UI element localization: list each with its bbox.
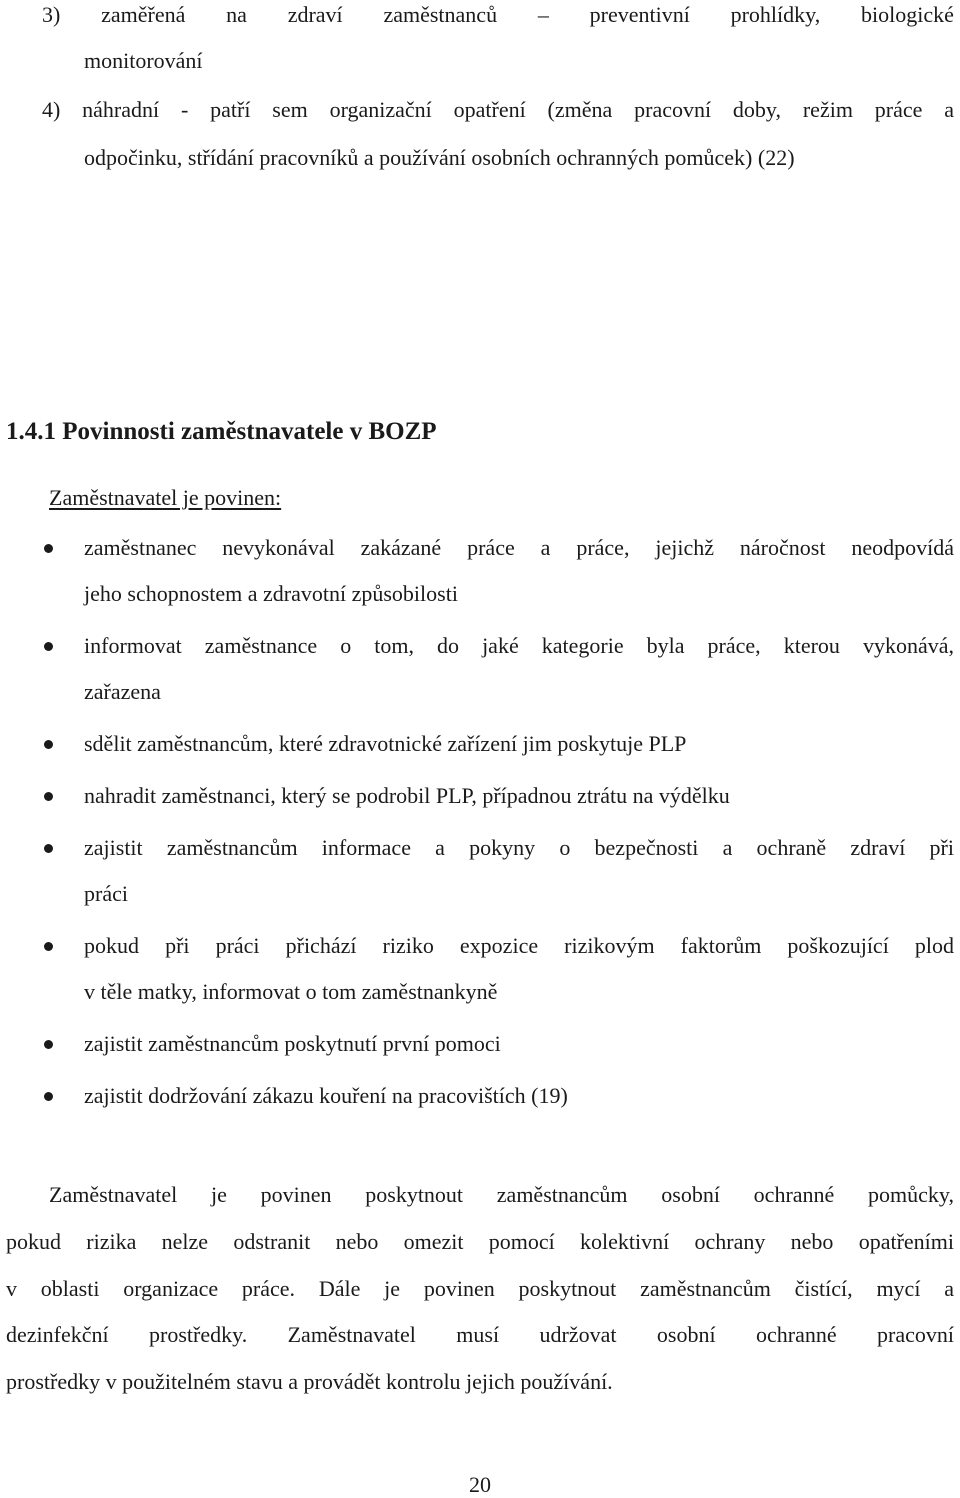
paragraph-line-5: prostředky v použitelném stavu a provádět kontrolu jejich používání. [6,1369,613,1394]
bullet-icon [44,844,53,853]
section-heading: 1.4.1 Povinnosti zaměstnavatele v BOZP [6,418,437,445]
paragraph-line-1: Zaměstnavatel je povinen poskytnout zaměstnancům osobní ochranné pomůcky, [49,1182,954,1207]
word: preventivní [589,2,690,27]
bullet-item-2-line-2: zařazena [84,679,161,704]
bullet-icon [44,942,53,951]
bullet-item-8-line-1: zajistit dodržování zákazu kouření na pracovištích (19) [84,1083,568,1108]
bullet-item-7-line-1: zajistit zaměstnancům poskytnutí první pomoci [84,1031,501,1056]
page-number: 20 [469,1472,491,1497]
bullet-item-6-line-1: pokud při práci přichází riziko expozice rizikovým faktorům poškozující plod [84,933,954,958]
word: biologické [861,2,954,27]
bullet-icon [44,544,53,553]
bullet-item-6-line-2: v těle matky, informovat o tom zaměstnankyně [84,979,498,1004]
paragraph-line-4: dezinfekční prostředky. Zaměstnavatel musí udržovat osobní ochranné pracovní [6,1322,954,1347]
list-item-3-line-2: monitorování [84,48,203,73]
word: prohlídky, [730,2,821,27]
bullet-icon [44,1092,53,1101]
word: – [537,2,549,27]
word: na [226,2,247,27]
word: zaměřená [101,2,186,27]
paragraph-line-2: pokud rizika nelze odstranit nebo omezit pomocí kolektivní ochrany nebo opatřeními [6,1229,954,1254]
list-item-3-line-1 [42,2,954,28]
word: zdraví [287,2,343,27]
bullet-item-5-line-1: zajistit zaměstnancům informace a pokyny o bezpečnosti a ochraně zdraví při [84,835,954,860]
section-intro: Zaměstnavatel je povinen: [49,485,282,510]
list-item-4-line-1: 4) náhradní - patří sem organizační opatření (změna pracovní doby, režim práce a [42,97,954,122]
bullet-item-4-line-1: nahradit zaměstnanci, který se podrobil PLP, případnou ztrátu na výdělku [84,783,730,808]
bullet-icon [44,642,53,651]
bullet-item-3-line-1: sdělit zaměstnancům, které zdravotnické zařízení jim poskytuje PLP [84,731,687,756]
paragraph-line-3: v oblasti organizace práce. Dále je povinen poskytnout zaměstnancům čistící, mycí a [6,1276,954,1301]
bullet-item-2-line-1: informovat zaměstnance o tom, do jaké kategorie byla práce, kterou vykonává, [84,633,954,658]
bullet-item-1-line-2: jeho schopnostem a zdravotní způsobilosti [84,581,458,606]
bullet-icon [44,740,53,749]
bullet-item-1-line-1: zaměstnanec nevykonával zakázané práce a práce, jejichž náročnost neodpovídá [84,535,954,560]
list-item-4-line-2: odpočinku, střídání pracovníků a používání osobních ochranných pomůcek) (22) [84,145,795,170]
bullet-icon [44,792,53,801]
word: 3) [42,2,61,27]
word: zaměstnanců [383,2,498,27]
bullet-icon [44,1040,53,1049]
bullet-item-5-line-2: práci [84,881,128,906]
